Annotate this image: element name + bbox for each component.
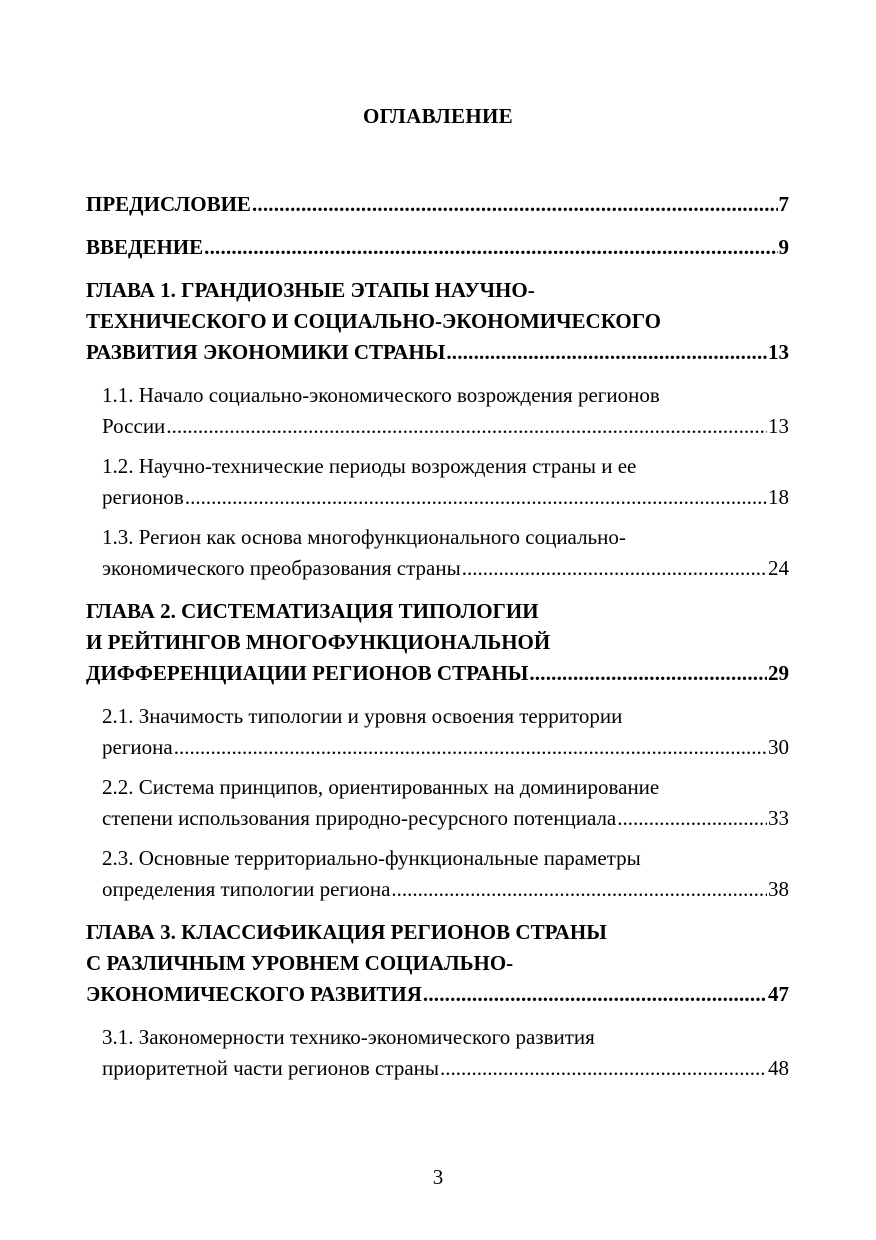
toc-entry-label: ВВЕДЕНИЕ [86, 235, 204, 259]
toc-entry-label: приоритетной части регионов страны [102, 1056, 439, 1080]
toc-entry-label: 1.3. Регион как основа многофункционального социально- [102, 525, 626, 549]
toc-entry-section-2-1[interactable] [102, 701, 789, 763]
toc-page-number: 13 [768, 414, 789, 438]
toc-entry-label: С РАЗЛИЧНЫМ УРОВНЕМ СОЦИАЛЬНО- [86, 951, 514, 975]
page-number: 3 [432, 1165, 444, 1189]
toc-entry-section-1-2[interactable] [102, 451, 789, 513]
toc-entry-label: экономического преобразования страны [102, 556, 461, 580]
leader-dots [617, 803, 767, 834]
toc-entry-label: 3.1. Закономерности технико-экономического развития [102, 1025, 595, 1049]
toc-entry-chapter-1[interactable] [86, 275, 789, 368]
toc-page-number: 38 [768, 877, 789, 901]
leader-dots [185, 482, 767, 513]
leader-dots [204, 232, 777, 263]
leader-dots [252, 189, 778, 220]
toc-entry-label: ГЛАВА 1. ГРАНДИОЗНЫЕ ЭТАПЫ НАУЧНО- [86, 278, 535, 302]
page-title: ОГЛАВЛЕНИЕ [363, 104, 513, 128]
leader-dots [391, 874, 767, 905]
toc-page-number: 13 [768, 340, 789, 364]
toc-entry-label: ДИФФЕРЕНЦИАЦИИ РЕГИОНОВ СТРАНЫ [86, 661, 529, 685]
toc-entry-label: определения типологии региона [102, 877, 391, 901]
toc-entry-preface[interactable] [86, 189, 789, 220]
toc-page-number: 30 [768, 735, 789, 759]
leader-dots [529, 658, 767, 689]
toc-page-number: 48 [768, 1056, 789, 1080]
leader-dots [440, 1053, 767, 1084]
toc-entry-chapter-3[interactable] [86, 917, 789, 1010]
toc-entry-section-2-3[interactable] [102, 843, 789, 905]
toc-entry-label: 2.1. Значимость типологии и уровня освоения территории [102, 704, 623, 728]
toc-entry-label: 1.2. Научно-технические периоды возрождения страны и ее [102, 454, 637, 478]
toc-page-number: 47 [768, 982, 789, 1006]
toc-entry-section-3-1[interactable] [102, 1022, 789, 1084]
toc-entry-label: ТЕХНИЧЕСКОГО И СОЦИАЛЬНО-ЭКОНОМИЧЕСКОГО [86, 309, 661, 333]
toc-page-number: 18 [768, 485, 789, 509]
toc-entry-label: ГЛАВА 3. КЛАССИФИКАЦИЯ РЕГИОНОВ СТРАНЫ [86, 920, 607, 944]
leader-dots [174, 732, 767, 763]
toc-page-number: 7 [778, 192, 789, 216]
toc-entry-label: ГЛАВА 2. СИСТЕМАТИЗАЦИЯ ТИПОЛОГИИ [86, 599, 539, 623]
toc-entry-label: 2.2. Система принципов, ориентированных на доминирование [102, 775, 660, 799]
toc-entry-label: 2.3. Основные территориально-функциональные параметры [102, 846, 641, 870]
toc-entry-section-2-2[interactable] [102, 772, 789, 834]
toc-entry-label: России [102, 414, 166, 438]
toc-entry-label: 1.1. Начало социально-экономического возрождения регионов [102, 383, 660, 407]
toc-entry-label: степени использования природно-ресурсного потенциала [102, 806, 617, 830]
leader-dots [462, 553, 767, 584]
leader-dots [166, 411, 767, 442]
toc-entry-introduction[interactable] [86, 232, 789, 263]
leader-dots [446, 337, 767, 368]
leader-dots [423, 979, 767, 1010]
toc-entry-label: региона [102, 735, 173, 759]
toc-page-number: 29 [768, 661, 789, 685]
table-of-contents [86, 189, 789, 1084]
toc-entry-label: И РЕЙТИНГОВ МНОГОФУНКЦИОНАЛЬНОЙ [86, 630, 551, 654]
toc-entry-chapter-2[interactable] [86, 596, 789, 689]
toc-entry-section-1-3[interactable] [102, 522, 789, 584]
toc-entry-label: РАЗВИТИЯ ЭКОНОМИКИ СТРАНЫ [86, 340, 446, 364]
toc-page-number: 9 [778, 235, 789, 259]
toc-entry-label: регионов [102, 485, 184, 509]
toc-entry-label: ПРЕДИСЛОВИЕ [86, 192, 251, 216]
toc-page-number: 24 [768, 556, 789, 580]
toc-page-number: 33 [768, 806, 789, 830]
toc-entry-label: ЭКОНОМИЧЕСКОГО РАЗВИТИЯ [86, 982, 422, 1006]
toc-entry-section-1-1[interactable] [102, 380, 789, 442]
